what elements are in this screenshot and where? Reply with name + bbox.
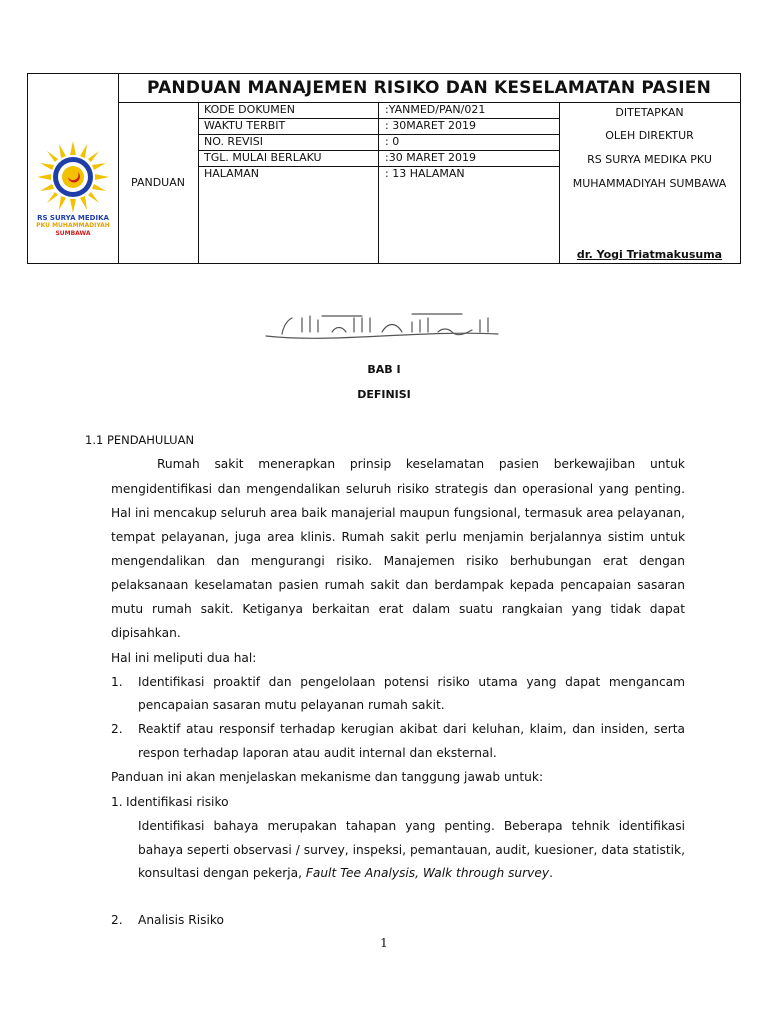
logo-text-line2: PKU MUHAMMADIYAH bbox=[36, 222, 110, 229]
hospital-logo bbox=[37, 141, 109, 213]
approval-cell bbox=[559, 102, 740, 263]
document-type-label: PANDUAN bbox=[118, 102, 199, 263]
document-info-table bbox=[198, 102, 560, 263]
approval-line: OLEH DIREKTUR bbox=[605, 129, 694, 142]
signer-name: dr. Yogi Triatmakusuma bbox=[576, 248, 723, 261]
list-number: 1. bbox=[111, 675, 123, 689]
item-number: 1. bbox=[111, 795, 123, 809]
bismillah-calligraphy bbox=[262, 310, 502, 342]
paragraph-line: tempat pelayanan, juga area klinis. Rumah sakit perlu menjamin berjalannya sistim untuk bbox=[111, 530, 685, 544]
info-row bbox=[198, 118, 559, 135]
list-item-line: respon terhadap laporan atau audit internal dan eksternal. bbox=[138, 746, 497, 760]
info-value: : 13 HALAMAN bbox=[385, 167, 465, 180]
list-item-line: Reaktif atau responsif terhadap kerugian akibat dari keluhan, klaim, dan insiden, serta bbox=[138, 722, 685, 736]
info-row bbox=[198, 150, 559, 167]
paragraph-line: pelaksanaan keselamatan pasien rumah sakit dan berdampak kepada pencapaian sasaran bbox=[111, 578, 685, 592]
info-key: KODE DOKUMEN bbox=[204, 103, 295, 116]
logo-cell bbox=[28, 74, 119, 263]
info-row bbox=[198, 102, 559, 119]
info-value: : 0 bbox=[385, 135, 400, 148]
item-body-end: . bbox=[549, 866, 553, 880]
info-key: HALAMAN bbox=[204, 167, 259, 180]
paragraph-line: mutu rumah sakit. Ketiganya berkaitan erat dalam suatu rangkaian yang tidak dapat bbox=[111, 602, 685, 616]
paragraph-line: mengendalikan dan mengurangi risiko. Manajemen risiko berhubungan erat dengan bbox=[111, 554, 685, 568]
document-header-table bbox=[27, 73, 741, 264]
info-row bbox=[198, 134, 559, 151]
section-heading: 1.1 PENDAHULUAN bbox=[85, 433, 195, 447]
item-title: Identifikasi risiko bbox=[126, 795, 229, 809]
info-row bbox=[198, 166, 559, 182]
item-body-line bbox=[138, 866, 553, 880]
info-value: : 30MARET 2019 bbox=[385, 119, 477, 132]
info-key: NO. REVISI bbox=[204, 135, 264, 148]
paragraph-line: dipisahkan. bbox=[111, 626, 181, 640]
page-number: 1 bbox=[380, 936, 388, 950]
item-body-italic: Fault Tee Analysis, Walk through survey bbox=[305, 866, 550, 880]
paragraph-line: Rumah sakit menerapkan prinsip keselamatan pasien berkewajiban untuk bbox=[157, 457, 685, 471]
list-item-line: pencapaian sasaran mutu pelayanan rumah sakit. bbox=[138, 698, 445, 712]
approval-line: MUHAMMADIYAH SUMBAWA bbox=[572, 177, 727, 190]
document-title: PANDUAN MANAJEMEN RISIKO DAN KESELAMATAN PASIEN bbox=[118, 74, 740, 103]
list-intro: Hal ini meliputi dua hal: bbox=[111, 651, 257, 665]
list-number: 2. bbox=[111, 722, 123, 736]
info-key: WAKTU TERBIT bbox=[204, 119, 286, 132]
mechanism-intro: Panduan ini akan menjelaskan mekanisme dan tanggung jawab untuk: bbox=[111, 770, 544, 784]
item-body-line: bahaya seperti observasi / survey, inspeksi, pemantauan, audit, kuesioner, data statistik, bbox=[138, 843, 685, 857]
item-number: 2. bbox=[111, 913, 123, 927]
item-body-line: Identifikasi bahaya merupakan tahapan yang penting. Beberapa tehnik identifikasi bbox=[138, 819, 685, 833]
info-value: :YANMED/PAN/021 bbox=[385, 103, 486, 116]
list-item-line: Identifikasi proaktif dan pengelolaan potensi risiko utama yang dapat mengancam bbox=[138, 675, 685, 689]
approval-line: RS SURYA MEDIKA PKU bbox=[587, 153, 712, 166]
chapter-number: BAB I bbox=[367, 363, 401, 376]
paragraph-line: mengidentifikasi dan mengendalikan seluruh risiko strategis dan operasional yang penting. bbox=[111, 482, 685, 496]
logo-text-line1: RS SURYA MEDIKA bbox=[37, 214, 109, 222]
logo-text-line3: SUMBAWA bbox=[55, 230, 91, 237]
chapter-title: DEFINISI bbox=[357, 388, 411, 401]
info-value: :30 MARET 2019 bbox=[385, 151, 477, 164]
approval-line: DITETAPKAN bbox=[615, 106, 684, 119]
item-body-plain: konsultasi dengan pekerja, bbox=[138, 866, 306, 880]
paragraph-line: Hal ini mencakup seluruh area baik manajerial maupun fungsional, termasuk area pelayanan, bbox=[111, 506, 685, 520]
item-title: Analisis Risiko bbox=[138, 913, 224, 927]
info-key: TGL. MULAI BERLAKU bbox=[204, 151, 322, 164]
